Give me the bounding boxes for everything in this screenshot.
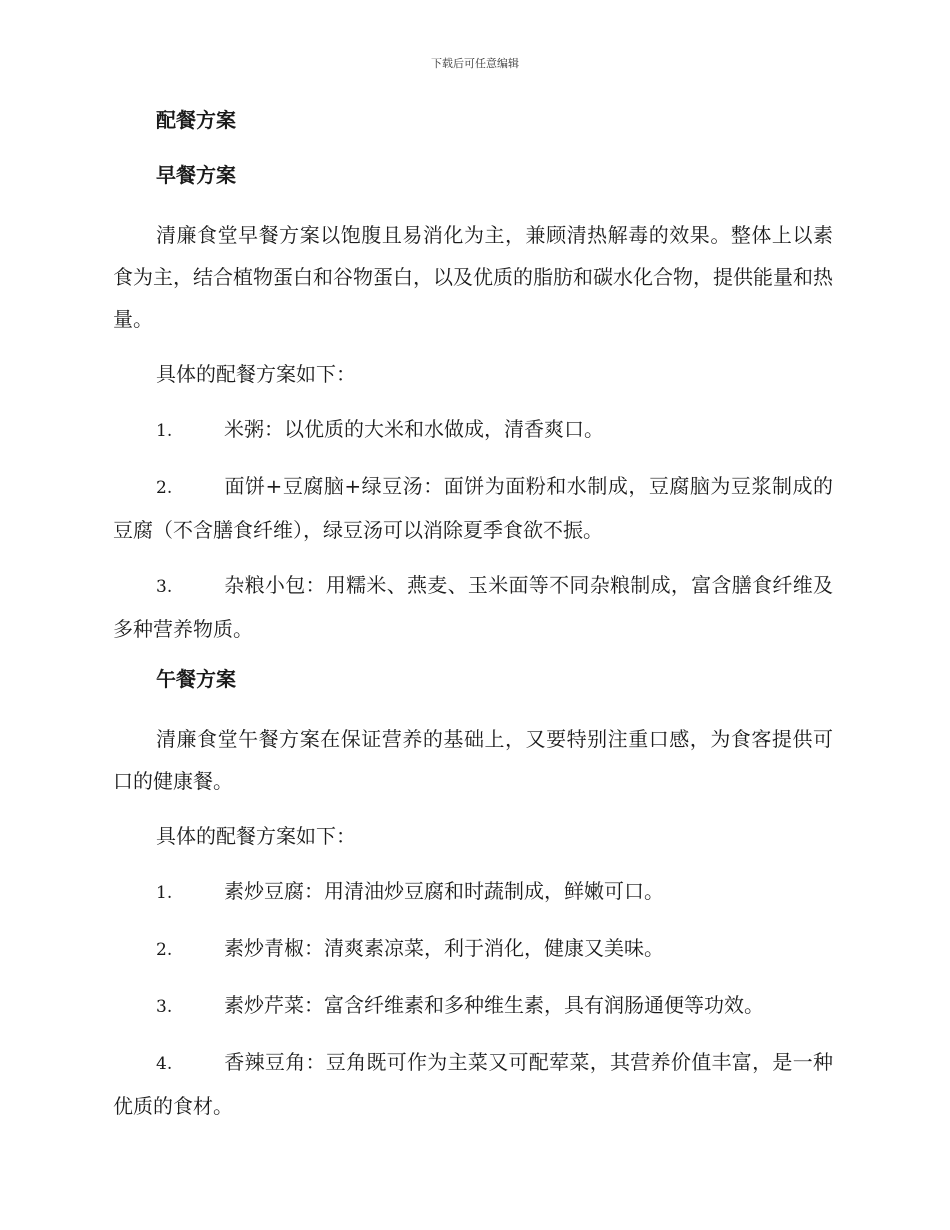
list-item-text: 杂粮小包：用糯米、燕麦、玉米面等不同杂粮制成，富含膳食纤维及多种营养物质。 bbox=[113, 573, 833, 641]
list-item-text: 素炒芹菜：富含纤维素和多种维生素，具有润肠通便等功效。 bbox=[224, 993, 764, 1017]
list-item-number: 1. bbox=[156, 421, 173, 441]
page-header: 下载后可任意编辑 bbox=[431, 57, 519, 70]
list-item-text: 米粥：以优质的大米和水做成，清香爽口。 bbox=[224, 417, 604, 441]
list-item bbox=[113, 1041, 833, 1127]
list-item-text: 素炒青椒：清爽素凉菜，利于消化，健康又美味。 bbox=[224, 936, 664, 960]
breakfast-intro: 清廉食堂早餐方案以饱腹且易消化为主，兼顾清热解毒的效果。整体上以素食为主，结合植物蛋白和谷物蛋白，以及优质的脂肪和碳水化合物，提供能量和热量。 bbox=[113, 223, 833, 331]
list-item-number: 4. bbox=[156, 1054, 173, 1074]
lunch-heading: 午餐方案 bbox=[156, 667, 236, 691]
lunch-intro: 清廉食堂午餐方案在保证营养的基础上，又要特别注重口感，为食客提供可口的健康餐。 bbox=[113, 727, 833, 793]
list-item-text: 香辣豆角：豆角既可作为主菜又可配荤菜，其营养价值丰富，是一种优质的食材。 bbox=[113, 1050, 833, 1118]
list-item bbox=[113, 564, 833, 650]
document-title: 配餐方案 bbox=[156, 108, 236, 132]
list-item bbox=[113, 870, 833, 914]
list-item bbox=[113, 465, 833, 551]
list-item-text: 素炒豆腐：用清油炒豆腐和时蔬制成，鲜嫩可口。 bbox=[224, 879, 664, 903]
list-item bbox=[113, 984, 833, 1028]
breakfast-list-intro: 具体的配餐方案如下： bbox=[156, 362, 356, 386]
list-item-text: 面饼+豆腐脑+绿豆汤：面饼为面粉和水制成，豆腐脑为豆浆制成的豆腐（不含膳食纤维），绿豆汤可以消除夏季食欲不振。 bbox=[113, 474, 833, 542]
list-item-number: 3. bbox=[156, 997, 173, 1017]
list-item-number: 1. bbox=[156, 883, 173, 903]
list-item bbox=[113, 927, 833, 971]
breakfast-heading: 早餐方案 bbox=[156, 163, 236, 187]
document-body bbox=[113, 104, 833, 1140]
list-item-number: 2. bbox=[156, 478, 173, 498]
list-item-number: 2. bbox=[156, 940, 173, 960]
lunch-list-intro: 具体的配餐方案如下： bbox=[156, 824, 356, 848]
list-item bbox=[113, 408, 833, 452]
list-item-number: 3. bbox=[156, 577, 173, 597]
